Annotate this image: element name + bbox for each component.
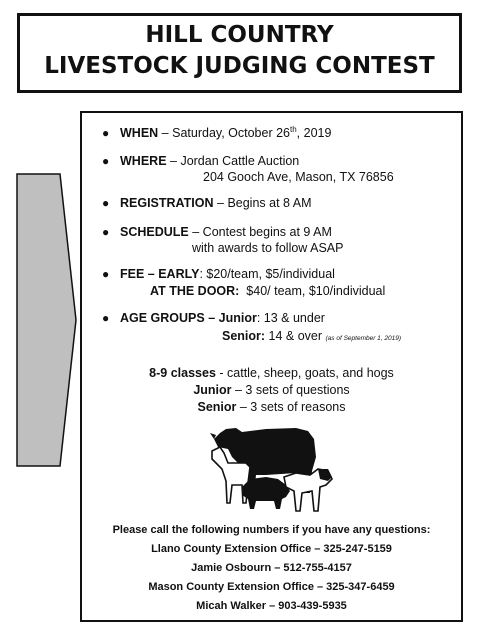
fee-label: FEE – EARLY: [120, 267, 200, 281]
age-senior-text: 14 & over: [265, 329, 326, 343]
classes-junior: Junior – 3 sets of questions: [193, 383, 350, 397]
content-box: ● WHEN – Saturday, October 26th, 2019 ● WHERE – Jordan Cattle Auction 204 Gooch Ave, Mason, TX 76856 ● REGISTRATION – Begins at 8 AM ● SCHEDULE – Contest begins at 9 AM with awards to follow ASAP ● FEE – EARLY: $20/team, $5/individual AT THE DOOR: $40/ team, $10/individual ● AGE GROUPS – Junior: 13 & under Senior: 14 & over (as of September 1, 2019) 8-9 classes - cattle, sheep, goats, and hogs Junior – 3 sets of questions Senior – 3 sets of reasons Please call the following numbers if you have any questions: Llano County Extension Office – 325-247-5159 Jamie Osbourn – 512-755-4157 Mason County Extension Office – 325-347-6459 Micah Walker – 903-439-5935: [80, 111, 463, 622]
fee-early-text: : $20/team, $5/individual: [199, 267, 335, 281]
schedule-line-1: Contest begins at 9 AM: [202, 225, 332, 239]
title-box: [17, 13, 462, 93]
contact-line: Micah Walker – 903-439-5935: [196, 600, 347, 612]
contact-line: Jamie Osbourn – 512-755-4157: [191, 562, 352, 574]
bullet-icon: ●: [102, 225, 110, 239]
registration-label: REGISTRATION: [120, 196, 214, 210]
contact-line: Llano County Extension Office – 325-247-5159: [151, 543, 392, 555]
contact-line: Mason County Extension Office – 325-347-6459: [148, 581, 395, 593]
fee-door-text: $40/ team, $10/individual: [239, 284, 386, 298]
where-venue: Jordan Cattle Auction: [180, 154, 300, 168]
contact-heading: Please call the following numbers if you have any questions:: [112, 524, 431, 536]
age-groups-label: AGE GROUPS – Junior: [120, 311, 257, 325]
fee-door-label: AT THE DOOR:: [150, 284, 240, 298]
title-line-1: HILL COUNTRY: [145, 22, 334, 48]
age-senior-note: (as of September 1, 2019): [325, 335, 402, 342]
where-label: WHERE: [120, 154, 167, 168]
when-date: Saturday, October 26: [172, 126, 290, 140]
bullet-icon: ●: [102, 311, 110, 325]
classes-line: 8-9 classes - cattle, sheep, goats, and hogs: [149, 366, 394, 380]
bullet-icon: ●: [102, 154, 110, 168]
schedule-line-2: with awards to follow ASAP: [192, 241, 344, 255]
when-label: WHEN: [120, 126, 159, 140]
title-line-2: LIVESTOCK JUDGING CONTEST: [44, 53, 435, 79]
arrow-shape: [16, 173, 78, 467]
bullet-icon: ●: [102, 126, 110, 140]
where-address: 204 Gooch Ave, Mason, TX 76856: [203, 170, 394, 184]
age-senior-label: Senior:: [222, 329, 266, 343]
bullet-icon: ●: [102, 196, 110, 210]
classes-senior: Senior – 3 sets of reasons: [197, 400, 346, 414]
bullet-icon: ●: [102, 267, 110, 281]
livestock-silhouette: [206, 423, 341, 515]
schedule-label: SCHEDULE: [120, 225, 189, 239]
age-junior-text: : 13 & under: [256, 311, 325, 325]
registration-text: Begins at 8 AM: [227, 196, 312, 210]
